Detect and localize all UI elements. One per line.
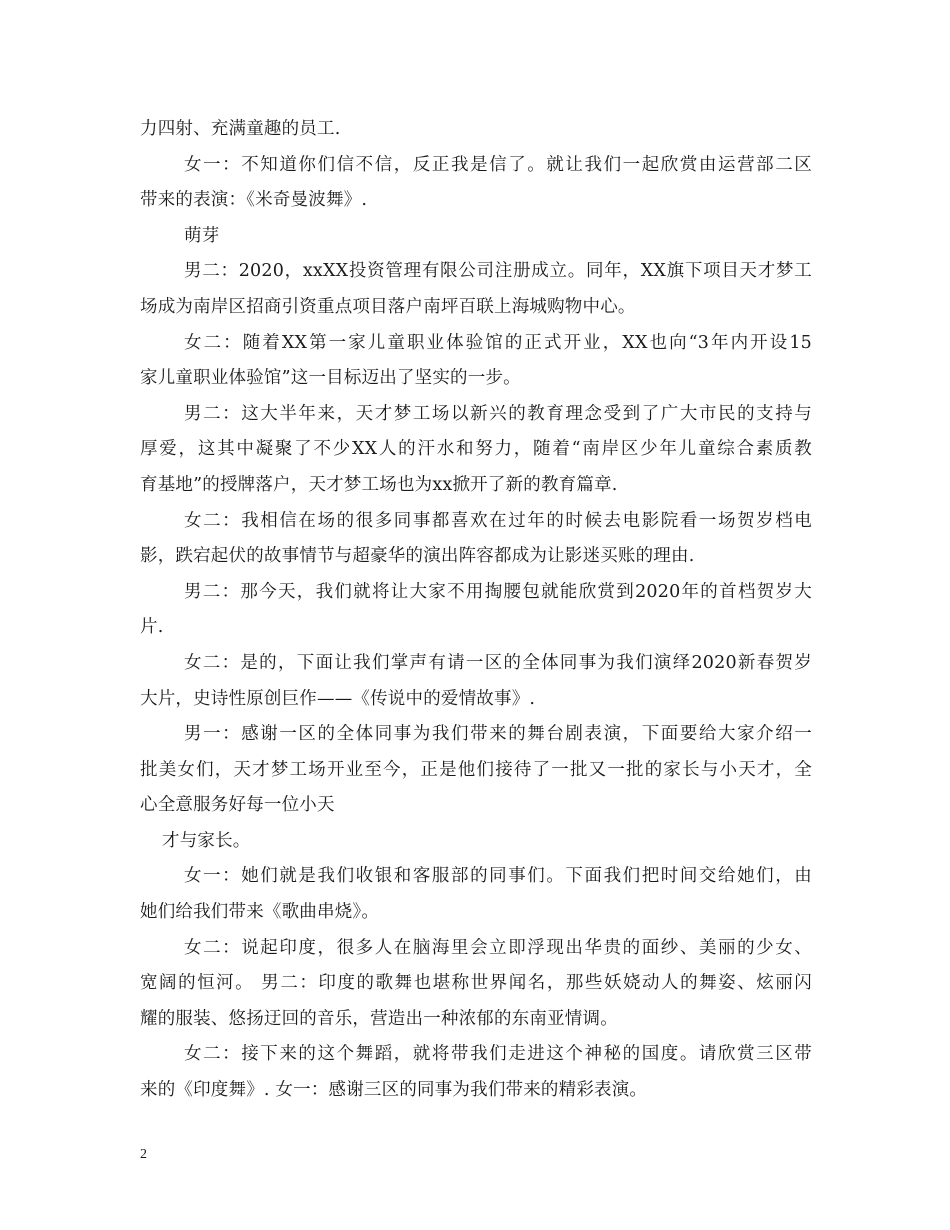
text-line: 男一：感谢一区的全体同事为我们带来的舞台剧表演，下面要给大家介绍一	[184, 724, 812, 745]
text-line: 她们给我们带来《歌曲串烧》。	[140, 902, 380, 923]
page-number: 2	[140, 1147, 147, 1162]
text-line: 女二：是的，下面让我们掌声有请一区的全体同事为我们演绎2020新春贺岁	[184, 652, 812, 673]
text-line: 育基地”的授牌落户，天才梦工场也为xx掀开了新的教育篇章.	[140, 474, 618, 495]
text-line: 场成为南岸区招商引资重点项目落户南坪百联上海城购物中心。	[140, 296, 636, 317]
text-line: 影，跌宕起伏的故事情节与超豪华的演出阵容都成为让影迷买账的理由.	[140, 546, 695, 567]
text-line: 家儿童职业体验馆”这一目标迈出了坚实的一步。	[140, 368, 521, 389]
section-heading: 萌芽	[184, 225, 220, 246]
text-line: 厚爱，这其中凝聚了不少XX人的汗水和努力，随着“南岸区少年儿童综合素质教	[140, 439, 812, 460]
text-line: 女一：她们就是我们收银和客服部的同事们。下面我们把时间交给她们，由	[184, 866, 812, 887]
text-line: 批美女们，天才梦工场开业至今，正是他们接待了一批又一批的家长与小天才，全	[140, 759, 812, 780]
text-line: 力四射、充满童趣的员工.	[140, 119, 341, 139]
document-body	[140, 112, 812, 1109]
text-line: 女二：我相信在场的很多同事都喜欢在过年的时候去电影院看一场贺岁档电	[184, 510, 812, 531]
text-line: 女二：接下来的这个舞蹈，就将带我们走进这个神秘的国度。请欣赏三区带	[184, 1044, 812, 1065]
text-line: 才与家长。	[162, 830, 251, 851]
text-line: 男二：这大半年来，天才梦工场以新兴的教育理念受到了广大市民的支持与	[184, 403, 812, 424]
text-line: 宽阔的恒河。 男二：印度的歌舞也堪称世界闻名，那些妖娆动人的舞姿、炫丽闪	[140, 973, 812, 994]
text-line: 心全意服务好每一位小天	[140, 795, 335, 816]
text-line: 大片，史诗性原创巨作——《传说中的爱情故事》.	[140, 688, 536, 709]
text-line: 女二：随着XX第一家儿童职业体验馆的正式开业，XX也向“3年内开设15	[184, 332, 812, 353]
text-line: 女一：不知道你们信不信，反正我是信了。就让我们一起欣赏由运营部二区	[184, 154, 812, 175]
text-line: 带来的表演：《米奇曼波舞》.	[140, 190, 368, 211]
text-line: 女二：说起印度，很多人在脑海里会立即浮现出华贵的面纱、美丽的少女、	[184, 937, 812, 958]
text-line: 男二：那今天，我们就将让大家不用掏腰包就能欣赏到2020年的首档贺岁大	[184, 581, 812, 602]
text-line: 片.	[140, 617, 164, 638]
text-line: 耀的服装、悠扬迂回的音乐，营造出一种浓郁的东南亚情调。	[140, 1008, 618, 1029]
text-line: 男二：2020，xxXX投资管理有限公司注册成立。同年，XX旗下项目天才梦工	[184, 261, 812, 282]
text-line: 来的《印度舞》. 女一：感谢三区的同事为我们带来的精彩表演。	[140, 1080, 648, 1101]
